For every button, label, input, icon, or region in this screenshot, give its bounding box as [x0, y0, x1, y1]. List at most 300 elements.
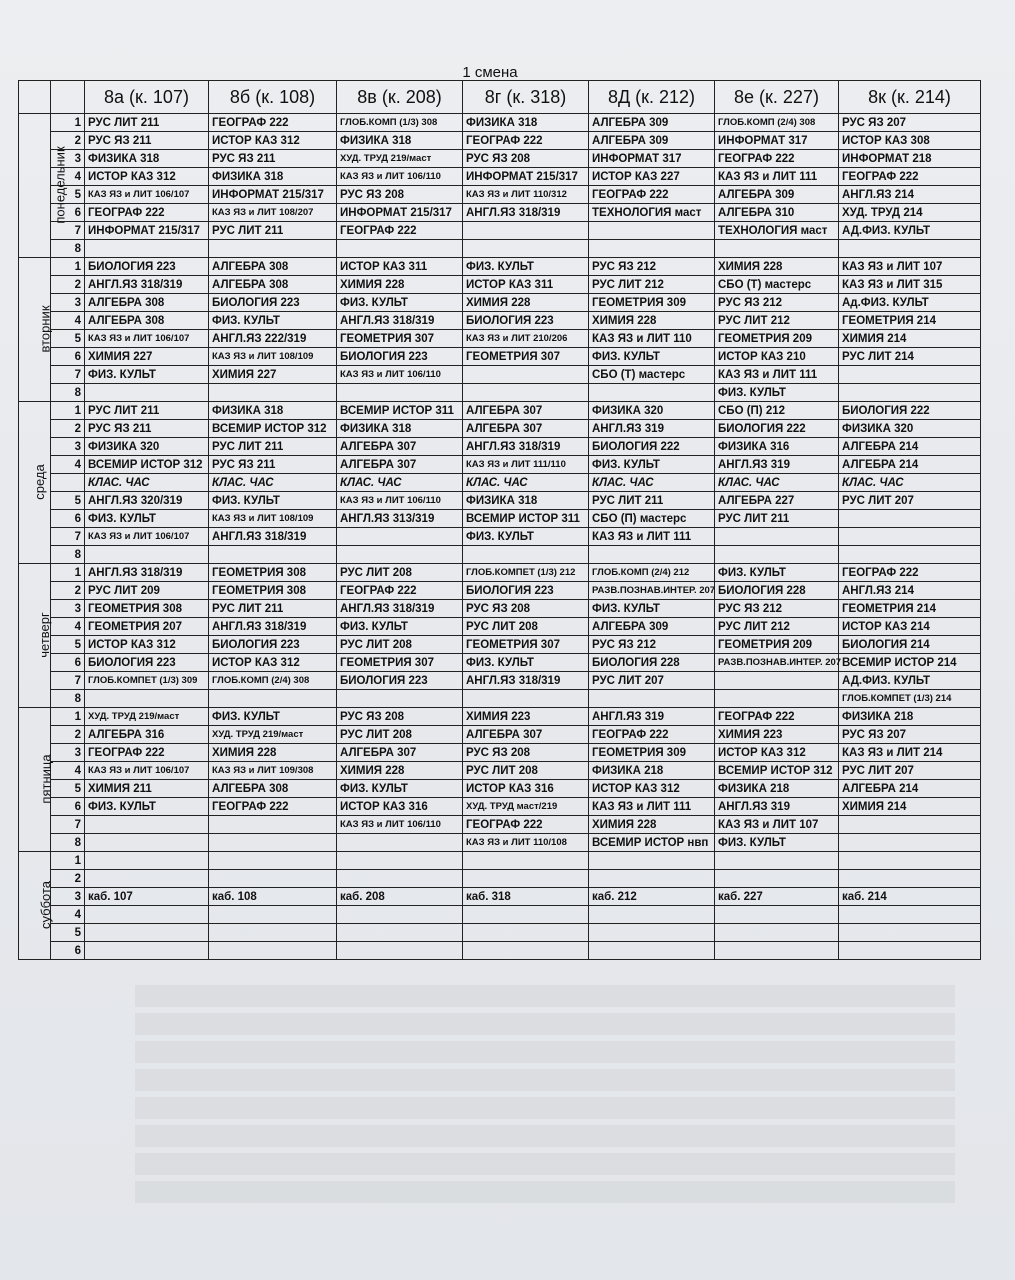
lesson-cell: ГЛОБ.КОМП (2/4) 308 [209, 672, 337, 690]
lesson-cell: АЛГЕБРА 309 [715, 186, 839, 204]
table-row [19, 294, 981, 312]
table-row [19, 636, 981, 654]
lesson-cell: каб. 227 [715, 888, 839, 906]
lesson-cell: ГЕОМЕТРИЯ 308 [85, 600, 209, 618]
lesson-cell [715, 672, 839, 690]
lesson-cell [463, 852, 589, 870]
lesson-cell: ГЕОГРАФ 222 [85, 744, 209, 762]
lesson-cell [463, 222, 589, 240]
lesson-cell: КАЗ ЯЗ и ЛИТ 110 [589, 330, 715, 348]
lesson-cell [839, 528, 981, 546]
lesson-cell: ХИМИЯ 228 [337, 762, 463, 780]
class-header: 8Д (к. 212) [589, 81, 715, 114]
lesson-cell: СБО (Т) мастерс [589, 366, 715, 384]
lesson-number: 2 [51, 582, 85, 600]
table-row [19, 582, 981, 600]
lesson-cell: КАЗ ЯЗ и ЛИТ 214 [839, 744, 981, 762]
lesson-number: 6 [51, 942, 85, 960]
table-row [19, 852, 981, 870]
lesson-cell [463, 906, 589, 924]
lesson-cell: КАЗ ЯЗ и ЛИТ 210/206 [463, 330, 589, 348]
lesson-cell: АЛГЕБРА 227 [715, 492, 839, 510]
lesson-cell: КАЗ ЯЗ и ЛИТ 106/107 [85, 186, 209, 204]
lesson-cell: КАЗ ЯЗ и ЛИТ 106/110 [337, 168, 463, 186]
lesson-number: 6 [51, 654, 85, 672]
table-row [19, 708, 981, 726]
lesson-cell: ГЕОГРАФ 222 [463, 816, 589, 834]
table-row [19, 942, 981, 960]
lesson-cell: ГЕОМЕТРИЯ 307 [337, 330, 463, 348]
lesson-cell: РУС ЛИТ 208 [463, 618, 589, 636]
lesson-cell: ИНФОРМАТ 218 [839, 150, 981, 168]
lesson-cell: КАЗ ЯЗ и ЛИТ 111/110 [463, 456, 589, 474]
lesson-cell [85, 240, 209, 258]
lesson-cell: ГЛОБ.КОМПЕТ (1/3) 214 [839, 690, 981, 708]
lesson-cell [589, 690, 715, 708]
lesson-cell: РУС ЛИТ 209 [85, 582, 209, 600]
lesson-cell: каб. 318 [463, 888, 589, 906]
lesson-cell: ХИМИЯ 228 [589, 312, 715, 330]
lesson-number: 8 [51, 384, 85, 402]
table-row [19, 384, 981, 402]
lesson-cell: БИОЛОГИЯ 228 [589, 654, 715, 672]
lesson-cell [209, 906, 337, 924]
lesson-cell: АЛГЕБРА 310 [715, 204, 839, 222]
lesson-cell: АНГЛ.ЯЗ 319 [715, 456, 839, 474]
lesson-cell: РУС ЯЗ 207 [839, 726, 981, 744]
lesson-cell [209, 834, 337, 852]
lesson-number: 5 [51, 492, 85, 510]
lesson-cell: ФИЗ. КУЛЬТ [463, 258, 589, 276]
lesson-cell: ВСЕМИР ИСТОР нвп [589, 834, 715, 852]
lesson-cell: БИОЛОГИЯ 222 [715, 420, 839, 438]
lesson-cell: ФИЗИКА 318 [337, 420, 463, 438]
lesson-cell: ИСТОР КАЗ 312 [209, 132, 337, 150]
lesson-cell: СБО (П) мастерс [589, 510, 715, 528]
day-name: среда [31, 464, 47, 500]
lesson-cell: ГЕОМЕТРИЯ 307 [463, 348, 589, 366]
lesson-cell: ИСТОР КАЗ 316 [463, 780, 589, 798]
table-row [19, 222, 981, 240]
lesson-cell: ИСТОР КАЗ 316 [337, 798, 463, 816]
day-name: суббота [38, 880, 54, 930]
lesson-cell: ИНФОРМАТ 215/317 [463, 168, 589, 186]
lesson-cell: АНГЛ.ЯЗ 318/319 [463, 204, 589, 222]
lesson-cell [839, 240, 981, 258]
lesson-number: 7 [51, 222, 85, 240]
lesson-cell: ФИЗ. КУЛЬТ [463, 654, 589, 672]
lesson-cell: РУС ЛИТ 214 [839, 348, 981, 366]
lesson-cell: АЛГЕБРА 308 [209, 780, 337, 798]
lesson-cell: ХИМИЯ 223 [715, 726, 839, 744]
lesson-cell: каб. 214 [839, 888, 981, 906]
schedule-body [19, 114, 981, 960]
lesson-cell: ФИЗ. КУЛЬТ [209, 708, 337, 726]
lesson-cell [589, 384, 715, 402]
table-row [19, 618, 981, 636]
lesson-cell [337, 384, 463, 402]
lesson-cell: ФИЗ. КУЛЬТ [209, 492, 337, 510]
lesson-cell: КАЗ ЯЗ и ЛИТ 106/107 [85, 330, 209, 348]
lesson-number: 7 [51, 672, 85, 690]
lesson-cell: БИОЛОГИЯ 222 [589, 438, 715, 456]
lesson-cell: АНГЛ.ЯЗ 318/319 [209, 618, 337, 636]
lesson-cell: БИОЛОГИЯ 214 [839, 636, 981, 654]
lesson-cell: ГЕОГРАФ 222 [463, 132, 589, 150]
lesson-cell: РУС ЛИТ 208 [337, 636, 463, 654]
day-label-cell [19, 564, 51, 708]
lesson-cell: КЛАС. ЧАС [589, 474, 715, 492]
lesson-cell: ХИМИЯ 227 [209, 366, 337, 384]
lesson-cell: ГЕОГРАФ 222 [337, 222, 463, 240]
lesson-cell: ГЕОГРАФ 222 [209, 114, 337, 132]
lesson-cell: ТЕХНОЛОГИЯ маст [715, 222, 839, 240]
day-name: вторник [37, 305, 53, 353]
lesson-number: 8 [51, 240, 85, 258]
lesson-cell [337, 942, 463, 960]
lesson-cell: РУС ЛИТ 211 [85, 114, 209, 132]
lesson-cell: Ад.ФИЗ. КУЛЬТ [839, 294, 981, 312]
lesson-cell: ГЕОГРАФ 222 [715, 708, 839, 726]
table-row [19, 744, 981, 762]
lesson-number: 3 [51, 600, 85, 618]
table-row [19, 348, 981, 366]
lesson-cell [463, 690, 589, 708]
lesson-cell: СБО (П) 212 [715, 402, 839, 420]
lesson-cell [715, 546, 839, 564]
lesson-number: 4 [51, 906, 85, 924]
lesson-cell: РУС ЯЗ 211 [85, 420, 209, 438]
lesson-cell: ИСТОР КАЗ 312 [715, 744, 839, 762]
lesson-cell: ГЕОМЕТРИЯ 214 [839, 600, 981, 618]
lesson-cell: РУС ЯЗ 208 [337, 186, 463, 204]
lesson-cell [209, 546, 337, 564]
lesson-cell [715, 870, 839, 888]
lesson-number: 2 [51, 870, 85, 888]
lesson-number: 3 [51, 150, 85, 168]
lesson-cell: ГЕОГРАФ 222 [839, 564, 981, 582]
table-row [19, 672, 981, 690]
lesson-cell [463, 240, 589, 258]
lesson-number: 4 [51, 312, 85, 330]
lesson-cell: ФИЗ. КУЛЬТ [715, 564, 839, 582]
lesson-cell: АНГЛ.ЯЗ 222/319 [209, 330, 337, 348]
lesson-cell: ГЕОГРАФ 222 [337, 582, 463, 600]
lesson-number: 7 [51, 816, 85, 834]
lesson-cell: ГЕОМЕТРИЯ 308 [209, 564, 337, 582]
lesson-cell: КЛАС. ЧАС [337, 474, 463, 492]
table-row [19, 546, 981, 564]
lesson-cell: АЛГЕБРА 308 [209, 276, 337, 294]
table-row [19, 870, 981, 888]
table-row [19, 798, 981, 816]
table-row [19, 330, 981, 348]
lesson-cell: ФИЗ. КУЛЬТ [209, 312, 337, 330]
lesson-cell [839, 924, 981, 942]
lesson-cell: КАЗ ЯЗ и ЛИТ 106/110 [337, 492, 463, 510]
lesson-cell: ВСЕМИР ИСТОР 312 [209, 420, 337, 438]
lesson-cell: АНГЛ.ЯЗ 318/319 [463, 672, 589, 690]
lesson-cell: РУС ЛИТ 207 [589, 672, 715, 690]
class-header: 8к (к. 214) [839, 81, 981, 114]
lesson-cell: РУС ЯЗ 211 [85, 132, 209, 150]
lesson-number: 4 [51, 456, 85, 474]
lesson-cell: каб. 208 [337, 888, 463, 906]
lesson-cell: ГЕОГРАФ 222 [209, 798, 337, 816]
lesson-cell: РУС ЯЗ 208 [337, 708, 463, 726]
lesson-cell [85, 906, 209, 924]
lesson-cell: АЛГЕБРА 309 [589, 618, 715, 636]
lesson-number: 2 [51, 726, 85, 744]
table-row [19, 654, 981, 672]
lesson-cell [337, 834, 463, 852]
lesson-number: 1 [51, 564, 85, 582]
lesson-cell: ФИЗИКА 218 [589, 762, 715, 780]
lesson-cell: ИНФОРМАТ 317 [715, 132, 839, 150]
lesson-cell: АНГЛ.ЯЗ 318/319 [337, 600, 463, 618]
table-row [19, 240, 981, 258]
lesson-number: 3 [51, 744, 85, 762]
lesson-cell: РУС ЯЗ 212 [715, 294, 839, 312]
lesson-number: 7 [51, 528, 85, 546]
lesson-cell: РУС ЯЗ 212 [715, 600, 839, 618]
lesson-number: 5 [51, 186, 85, 204]
lesson-cell [85, 816, 209, 834]
table-row [19, 780, 981, 798]
lesson-cell: ФИЗИКА 320 [589, 402, 715, 420]
table-row [19, 276, 981, 294]
table-row [19, 258, 981, 276]
table-row [19, 528, 981, 546]
lesson-cell: ХИМИЯ 211 [85, 780, 209, 798]
lesson-cell [839, 942, 981, 960]
lesson-cell [715, 690, 839, 708]
table-row [19, 366, 981, 384]
lesson-cell [209, 942, 337, 960]
lesson-cell [839, 816, 981, 834]
lesson-cell: ФИЗ. КУЛЬТ [337, 780, 463, 798]
lesson-cell: ВСЕМИР ИСТОР 311 [337, 402, 463, 420]
lesson-cell: РУС ЛИТ 207 [839, 762, 981, 780]
lesson-cell [209, 852, 337, 870]
lesson-cell: ХИМИЯ 228 [209, 744, 337, 762]
lesson-number: 4 [51, 168, 85, 186]
lesson-cell: ФИЗ. КУЛЬТ [337, 618, 463, 636]
lesson-cell: ГЕОМЕТРИЯ 309 [589, 294, 715, 312]
lesson-cell: РУС ЛИТ 207 [839, 492, 981, 510]
lesson-cell: РАЗВ.ПОЗНАВ.ИНТЕР. 207 [589, 582, 715, 600]
lesson-cell: ГЛОБ.КОМПЕТ (1/3) 212 [463, 564, 589, 582]
lesson-cell [715, 906, 839, 924]
table-row [19, 600, 981, 618]
lesson-cell: ГЕОГРАФ 222 [589, 186, 715, 204]
class-header: 8в (к. 208) [337, 81, 463, 114]
lesson-number: 7 [51, 366, 85, 384]
lesson-cell: АЛГЕБРА 214 [839, 438, 981, 456]
lesson-cell [715, 942, 839, 960]
lesson-cell [85, 546, 209, 564]
lesson-cell [337, 528, 463, 546]
lesson-cell [337, 906, 463, 924]
lesson-cell: КАЗ ЯЗ и ЛИТ 106/110 [337, 366, 463, 384]
lesson-cell: ФИЗИКА 318 [337, 132, 463, 150]
lesson-cell: КАЗ ЯЗ и ЛИТ 315 [839, 276, 981, 294]
lesson-cell: ФИЗ. КУЛЬТ [715, 384, 839, 402]
corner-cell-num [51, 81, 85, 114]
lesson-cell: АЛГЕБРА 307 [337, 744, 463, 762]
lesson-cell: АД.ФИЗ. КУЛЬТ [839, 672, 981, 690]
lesson-cell: ИНФОРМАТ 215/317 [209, 186, 337, 204]
lesson-cell: РУС ЛИТ 211 [85, 402, 209, 420]
lesson-number: 1 [51, 852, 85, 870]
lesson-cell [337, 690, 463, 708]
lesson-number: 6 [51, 510, 85, 528]
lesson-cell: АЛГЕБРА 307 [337, 438, 463, 456]
lesson-cell: АЛГЕБРА 309 [589, 132, 715, 150]
lesson-cell: ИСТОР КАЗ 312 [85, 636, 209, 654]
lesson-cell: ИСТОР КАЗ 311 [463, 276, 589, 294]
lesson-cell: КАЗ ЯЗ и ЛИТ 108/109 [209, 348, 337, 366]
lesson-cell: ИСТОР КАЗ 312 [85, 168, 209, 186]
lesson-cell: АД.ФИЗ. КУЛЬТ [839, 222, 981, 240]
lesson-cell [589, 942, 715, 960]
lesson-cell: ФИЗИКА 318 [463, 114, 589, 132]
lesson-number: 8 [51, 546, 85, 564]
lesson-cell: АЛГЕБРА 307 [463, 420, 589, 438]
lesson-cell: СБО (Т) мастерс [715, 276, 839, 294]
lesson-cell: ИНФОРМАТ 317 [589, 150, 715, 168]
lesson-cell: АНГЛ.ЯЗ 319 [589, 708, 715, 726]
lesson-cell: РУС ЯЗ 212 [589, 258, 715, 276]
lesson-cell: КАЗ ЯЗ и ЛИТ 111 [715, 366, 839, 384]
lesson-cell: БИОЛОГИЯ 228 [715, 582, 839, 600]
lesson-cell: БИОЛОГИЯ 223 [85, 654, 209, 672]
lesson-cell: ГЕОМЕТРИЯ 207 [85, 618, 209, 636]
lesson-cell: КАЗ ЯЗ и ЛИТ 108/109 [209, 510, 337, 528]
lesson-cell: АЛГЕБРА 308 [85, 312, 209, 330]
lesson-cell: АЛГЕБРА 307 [463, 726, 589, 744]
lesson-cell: ФИЗ. КУЛЬТ [589, 348, 715, 366]
day-label-cell [19, 258, 51, 402]
lesson-cell [839, 870, 981, 888]
table-row [19, 204, 981, 222]
table-row [19, 726, 981, 744]
lesson-cell: ГЕОМЕТРИЯ 307 [463, 636, 589, 654]
lesson-cell [463, 942, 589, 960]
lesson-cell: БИОЛОГИЯ 223 [337, 348, 463, 366]
table-row [19, 564, 981, 582]
lesson-number: 6 [51, 204, 85, 222]
lesson-cell: ФИЗ. КУЛЬТ [85, 366, 209, 384]
lesson-cell: ВСЕМИР ИСТОР 312 [85, 456, 209, 474]
lesson-cell [209, 384, 337, 402]
lesson-cell [209, 924, 337, 942]
lesson-number: 2 [51, 276, 85, 294]
day-label-cell [19, 114, 68, 258]
lesson-cell [463, 924, 589, 942]
lesson-cell: КАЗ ЯЗ и ЛИТ 109/308 [209, 762, 337, 780]
table-row [19, 402, 981, 420]
lesson-cell [589, 546, 715, 564]
class-header: 8а (к. 107) [85, 81, 209, 114]
lesson-cell [715, 240, 839, 258]
lesson-cell: ИСТОР КАЗ 227 [589, 168, 715, 186]
lesson-cell: ХИМИЯ 228 [463, 294, 589, 312]
lesson-number: 6 [51, 348, 85, 366]
table-row [19, 492, 981, 510]
lesson-cell: каб. 108 [209, 888, 337, 906]
lesson-number: 2 [51, 420, 85, 438]
lesson-cell: РУС ЛИТ 208 [337, 564, 463, 582]
lesson-cell: ФИЗ. КУЛЬТ [85, 798, 209, 816]
lesson-cell: ИНФОРМАТ 215/317 [337, 204, 463, 222]
lesson-cell: ХИМИЯ 228 [337, 276, 463, 294]
lesson-cell [337, 546, 463, 564]
lesson-cell: АНГЛ.ЯЗ 318/319 [85, 276, 209, 294]
lesson-cell: КАЗ ЯЗ и ЛИТ 106/107 [85, 528, 209, 546]
lesson-number: 8 [51, 834, 85, 852]
lesson-number: 1 [51, 114, 85, 132]
lesson-cell: АНГЛ.ЯЗ 318/319 [463, 438, 589, 456]
lesson-cell [209, 816, 337, 834]
lesson-cell: ФИЗИКА 318 [209, 168, 337, 186]
table-row [19, 186, 981, 204]
lesson-cell: КАЗ ЯЗ и ЛИТ 106/107 [85, 762, 209, 780]
lesson-cell: ФИЗ. КУЛЬТ [715, 834, 839, 852]
lesson-cell: РУС ЛИТ 208 [463, 762, 589, 780]
lesson-cell: ИСТОР КАЗ 312 [209, 654, 337, 672]
lesson-cell: ТЕХНОЛОГИЯ маст [589, 204, 715, 222]
lesson-cell [85, 834, 209, 852]
lesson-cell: ФИЗ. КУЛЬТ [463, 528, 589, 546]
class-header: 8б (к. 108) [209, 81, 337, 114]
lesson-cell [715, 528, 839, 546]
lesson-cell: БИОЛОГИЯ 223 [463, 582, 589, 600]
lesson-cell: ФИЗИКА 318 [209, 402, 337, 420]
lesson-number: 1 [51, 402, 85, 420]
lesson-cell [589, 852, 715, 870]
table-row [19, 924, 981, 942]
lesson-number: 5 [51, 924, 85, 942]
lesson-cell [839, 384, 981, 402]
lesson-cell: АЛГЕБРА 316 [85, 726, 209, 744]
lesson-cell: ФИЗИКА 218 [715, 780, 839, 798]
lesson-cell [85, 852, 209, 870]
table-row [19, 150, 981, 168]
lesson-cell: АНГЛ.ЯЗ 319 [715, 798, 839, 816]
day-name: понедельник [52, 146, 68, 224]
table-row [19, 888, 981, 906]
lesson-cell [85, 924, 209, 942]
lesson-cell: БИОЛОГИЯ 223 [337, 672, 463, 690]
lesson-number: 6 [51, 798, 85, 816]
lesson-cell [337, 852, 463, 870]
lesson-cell: АНГЛ.ЯЗ 214 [839, 186, 981, 204]
lesson-cell: ГЕОГРАФ 222 [589, 726, 715, 744]
lesson-number: 5 [51, 636, 85, 654]
lesson-cell [463, 546, 589, 564]
lesson-number: 3 [51, 888, 85, 906]
lesson-cell: БИОЛОГИЯ 222 [839, 402, 981, 420]
table-row [19, 474, 981, 492]
table-row [19, 132, 981, 150]
lesson-cell: КАЗ ЯЗ и ЛИТ 108/207 [209, 204, 337, 222]
table-row [19, 816, 981, 834]
table-row [19, 762, 981, 780]
lesson-cell: ГЕОМЕТРИЯ 307 [337, 654, 463, 672]
lesson-cell: КАЗ ЯЗ и ЛИТ 111 [715, 168, 839, 186]
lesson-cell [85, 690, 209, 708]
